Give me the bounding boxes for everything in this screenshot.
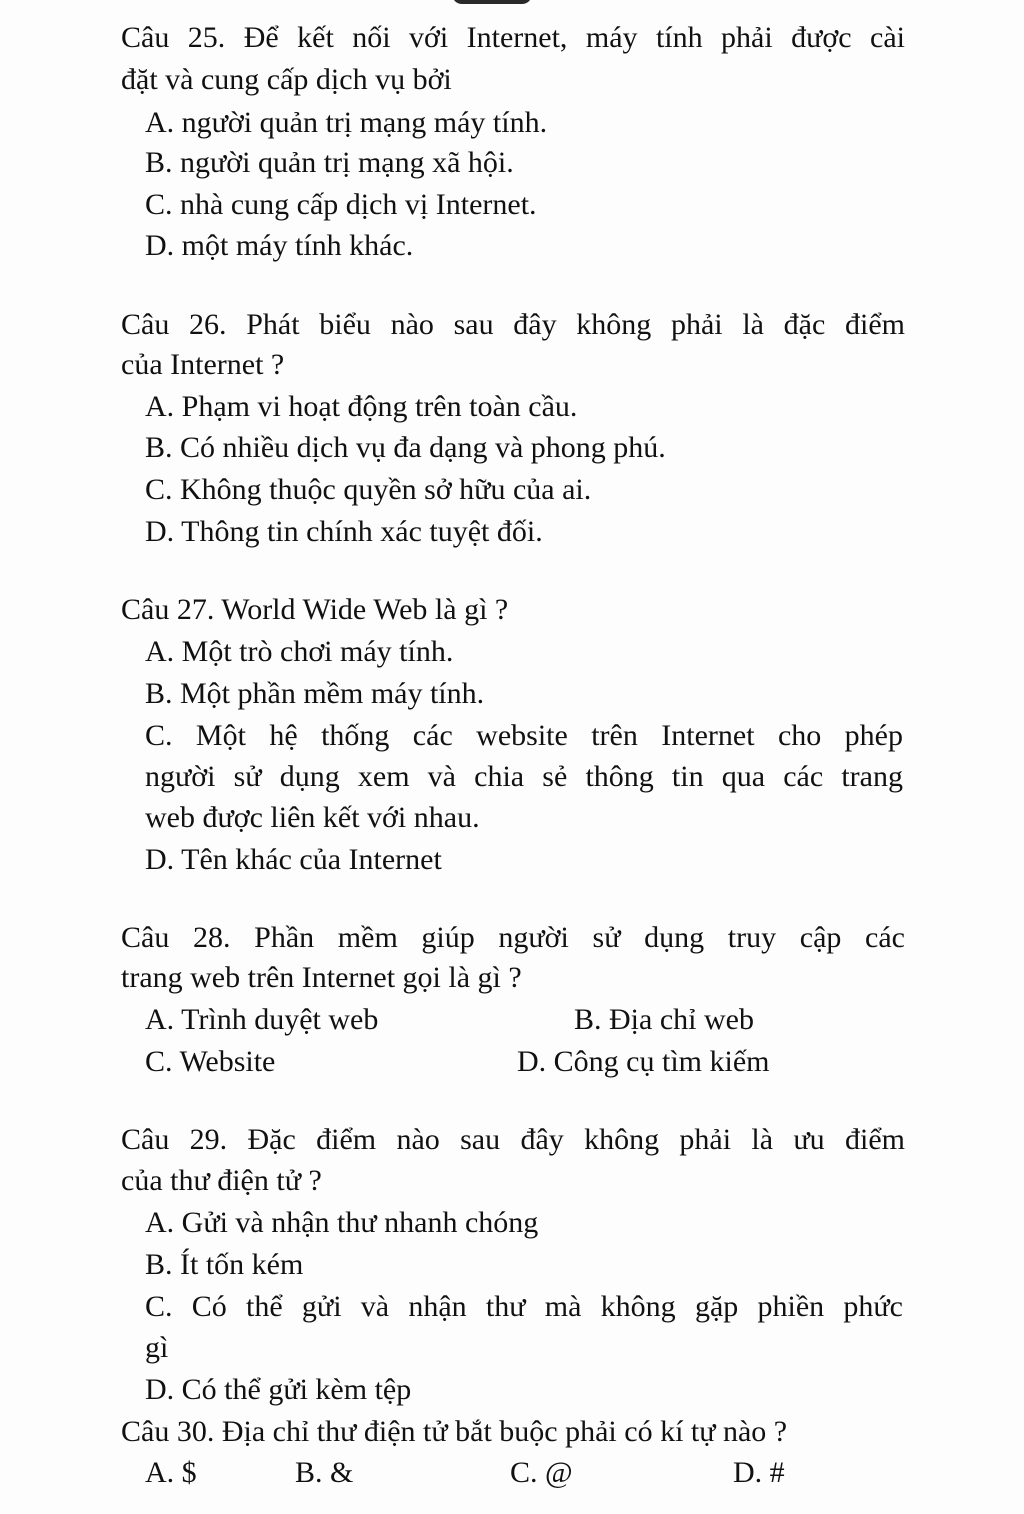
question-25-option-a: A. người quản trị mạng máy tính. — [145, 106, 548, 139]
question-29-text-cont: của thư điện tử ? — [121, 1164, 322, 1197]
question-25-text: Câu 25. Để kết nối với Internet, máy tính phải được cài — [121, 21, 905, 54]
question-26-option-a: A. Phạm vi hoạt động trên toàn cầu. — [145, 390, 578, 423]
question-26-text: Câu 26. Phát biểu nào sau đây không phải là đặc điểm — [121, 308, 905, 341]
question-29-option-c-cont: gì — [145, 1331, 169, 1364]
question-27-option-c-cont: người sử dụng xem và chia sẻ thông tin qua các trang — [145, 760, 903, 793]
question-26-option-d: D. Thông tin chính xác tuyệt đối. — [145, 515, 543, 548]
question-30-option-b: B. & — [295, 1456, 354, 1489]
question-27-option-b: B. Một phần mềm máy tính. — [145, 677, 485, 710]
question-26-option-b: B. Có nhiều dịch vụ đa dạng và phong phú. — [145, 431, 666, 464]
question-29-text: Câu 29. Đặc điểm nào sau đây không phải là ưu điểm — [121, 1123, 905, 1156]
page-edge-shadow — [452, 0, 532, 4]
question-28-text: Câu 28. Phần mềm giúp người sử dụng truy cập các — [121, 921, 905, 954]
question-27-option-d: D. Tên khác của Internet — [145, 843, 442, 876]
question-25-option-b: B. người quản trị mạng xã hội. — [145, 146, 514, 179]
question-27-text: Câu 27. World Wide Web là gì ? — [121, 593, 509, 626]
question-28-option-c: C. Website — [145, 1045, 276, 1078]
question-26-option-c: C. Không thuộc quyền sở hữu của ai. — [145, 473, 592, 506]
question-25-text-cont: đặt và cung cấp dịch vụ bởi — [121, 63, 452, 96]
question-27-option-c: C. Một hệ thống các website trên Internet cho phép — [145, 719, 903, 752]
question-29-option-b: B. Ít tốn kém — [145, 1248, 304, 1281]
question-28-text-cont: trang web trên Internet gọi là gì ? — [121, 961, 522, 994]
question-30-option-c: C. @ — [510, 1456, 573, 1489]
question-25-option-c: C. nhà cung cấp dịch vị Internet. — [145, 188, 537, 221]
question-28-option-b: B. Địa chỉ web — [574, 1003, 754, 1036]
question-29-option-d: D. Có thể gửi kèm tệp — [145, 1373, 412, 1406]
question-29-option-c: C. Có thể gửi và nhận thư mà không gặp phiền phức — [145, 1290, 903, 1323]
question-27-option-c-end: web được liên kết với nhau. — [145, 801, 480, 834]
question-28-option-a: A. Trình duyệt web — [145, 1003, 379, 1036]
question-29-option-a: A. Gửi và nhận thư nhanh chóng — [145, 1206, 539, 1239]
question-26-text-cont: của Internet ? — [121, 348, 285, 381]
question-28-option-d: D. Công cụ tìm kiếm — [517, 1045, 770, 1078]
question-30-option-a: A. $ — [145, 1456, 197, 1489]
question-30-option-d: D. # — [733, 1456, 785, 1489]
question-30-text: Câu 30. Địa chỉ thư điện tử bắt buộc phải có kí tự nào ? — [121, 1415, 788, 1448]
question-27-option-a: A. Một trò chơi máy tính. — [145, 635, 454, 668]
question-25-option-d: D. một máy tính khác. — [145, 229, 414, 262]
